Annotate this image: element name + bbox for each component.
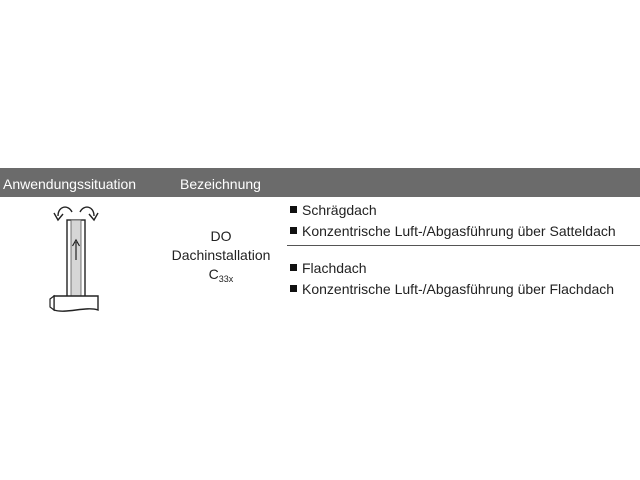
- list-item: [290, 279, 614, 300]
- list-item-label: Konzentrische Luft-/Abgasführung über Flachdach: [302, 281, 615, 297]
- table-header: [0, 168, 640, 197]
- list-item-label: Schrägdach: [302, 202, 377, 218]
- bullet-icon: [290, 264, 297, 271]
- bullet-icon: [290, 285, 297, 292]
- bullet-icon: [290, 206, 297, 213]
- group-divider: [287, 245, 640, 246]
- designation-name: Dachinstallation: [171, 247, 271, 263]
- list-item: [290, 221, 616, 242]
- list-item: [290, 200, 616, 221]
- list-item: [290, 258, 614, 279]
- list-item-label: Konzentrische Luft-/Abgasführung über Satteldach: [302, 223, 616, 239]
- roof-type-group-flat: [290, 258, 614, 300]
- header-application-situation: Anwendungssituation: [3, 176, 137, 192]
- designation-cell: [160, 227, 282, 289]
- list-item-label: Flachdach: [302, 260, 367, 276]
- designation-type: [160, 265, 282, 289]
- designation-type-subscript: 33x: [218, 274, 234, 284]
- roof-flue-installation-icon: [42, 200, 112, 315]
- header-designation: Bezeichnung: [180, 176, 261, 192]
- bullet-icon: [290, 227, 297, 234]
- roof-type-group-pitched: [290, 200, 616, 242]
- designation-code: DO: [210, 228, 232, 244]
- designation-type-letter: C: [208, 266, 219, 282]
